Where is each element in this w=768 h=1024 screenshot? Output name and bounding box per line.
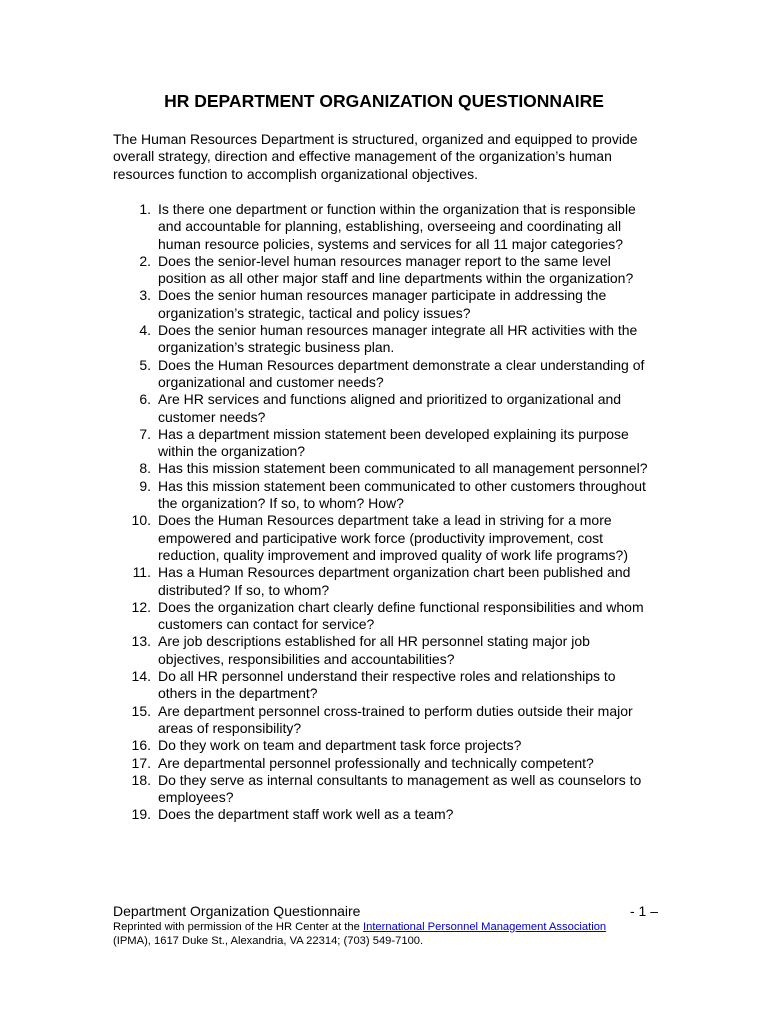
ipma-link[interactable]: International Personnel Management Association [362, 921, 607, 933]
permission-prefix: Reprinted with permission of the HR Center at the [113, 921, 363, 933]
question-text: Is there one department or function within the organization that is responsible and accountable for planning, establishing, overseeing and coordinating all human resource policies, systems and services for all 11 major categories? [158, 201, 636, 252]
question-text: Has this mission statement been communicated to all management personnel? [158, 460, 648, 477]
question-number: 15. [131, 702, 151, 719]
question-text: Does the Human Resources department demonstrate a clear understanding of organizational and customer needs? [158, 356, 645, 390]
question-item [113, 564, 658, 599]
question-item [113, 737, 658, 754]
question-text: Does the department staff work well as a team? [158, 806, 454, 823]
question-item [113, 806, 658, 823]
question-item [113, 322, 658, 357]
question-number: 6. [139, 391, 151, 408]
page-number: - 1 – [629, 903, 658, 919]
question-item [113, 201, 658, 253]
question-text: Has a department mission statement been developed explaining its purpose within the organization? [158, 425, 629, 460]
question-number: 13. [131, 633, 151, 650]
question-number: 19. [131, 806, 151, 823]
question-item [113, 772, 658, 807]
question-number: 18. [131, 771, 151, 788]
question-number: 5. [139, 356, 151, 373]
question-text: Are department personnel cross-trained to perform duties outside their major areas of responsibility? [158, 702, 633, 736]
question-text: Are job descriptions established for all HR personnel stating major job objectives, responsibilities and accountabilities? [158, 633, 590, 667]
question-text: Do they work on team and department task force projects? [158, 737, 522, 754]
question-number: 3. [139, 287, 151, 304]
question-item [113, 357, 658, 392]
permission-note [113, 920, 613, 948]
question-number: 11. [132, 564, 151, 581]
question-number: 17. [131, 754, 151, 771]
footer [113, 903, 658, 920]
question-number: 9. [139, 477, 151, 494]
intro-paragraph: The Human Resources Department is structured, organized and equipped to provide overall strategy, direction and effective management of the organization’s human resources function to accomplish organizational objectives. [113, 131, 638, 182]
question-item [113, 755, 658, 772]
question-item [113, 287, 658, 322]
question-number: 2. [139, 252, 151, 269]
question-number: 1. [139, 201, 151, 217]
question-text: Does the senior human resources manager integrate all HR activities with the organization’s strategic business plan. [158, 322, 638, 356]
question-number: 7. [139, 425, 151, 442]
question-number: 12. [131, 598, 151, 615]
question-item [113, 253, 658, 288]
question-item [113, 478, 658, 513]
permission-suffix: (IPMA), 1617 Duke St., Alexandria, VA 22314; (703) 549-7100. [113, 935, 424, 947]
question-text: Does the senior human resources manager participate in addressing the organization’s strategic, tactical and policy issues? [158, 287, 607, 321]
question-text: Does the senior-level human resources manager report to the same level position as all other major staff and line departments within the organization? [158, 252, 634, 287]
question-text: Are HR services and functions aligned and prioritized to organizational and customer needs? [158, 391, 622, 425]
question-text: Does the Human Resources department take a lead in striving for a more empowered and participative work force (productivity improvement, cost reduction, quality improvement and improved quality of work life programs?) [158, 512, 628, 563]
question-item [113, 512, 658, 564]
question-text: Does the organization chart clearly define functional responsibilities and whom customers can contact for service? [158, 598, 644, 633]
question-number: 10. [131, 512, 151, 529]
page-title: HR DEPARTMENT ORGANIZATION QUESTIONNAIRE [164, 91, 604, 111]
question-text: Has a Human Resources department organization chart been published and distributed? If so, to whom? [158, 564, 631, 598]
question-item [113, 668, 658, 703]
footer-title: Department Organization Questionnaire [113, 903, 361, 919]
question-text: Has this mission statement been communicated to other customers throughout the organization? If so, to whom? How? [158, 477, 646, 512]
question-number: 16. [131, 737, 151, 754]
question-text: Do all HR personnel understand their respective roles and relationships to others in the department? [158, 668, 616, 702]
question-list [113, 201, 658, 824]
question-item [113, 633, 658, 668]
question-item [113, 703, 658, 738]
question-number: 14. [131, 668, 151, 685]
question-number: 8. [139, 460, 151, 477]
question-item [113, 426, 658, 461]
question-item [113, 599, 658, 634]
question-item [113, 391, 658, 426]
question-number: 4. [139, 322, 151, 339]
question-text: Do they serve as internal consultants to management as well as counselors to employees? [158, 771, 642, 806]
question-item [113, 460, 658, 477]
question-text: Are departmental personnel professionally and technically competent? [158, 754, 594, 771]
